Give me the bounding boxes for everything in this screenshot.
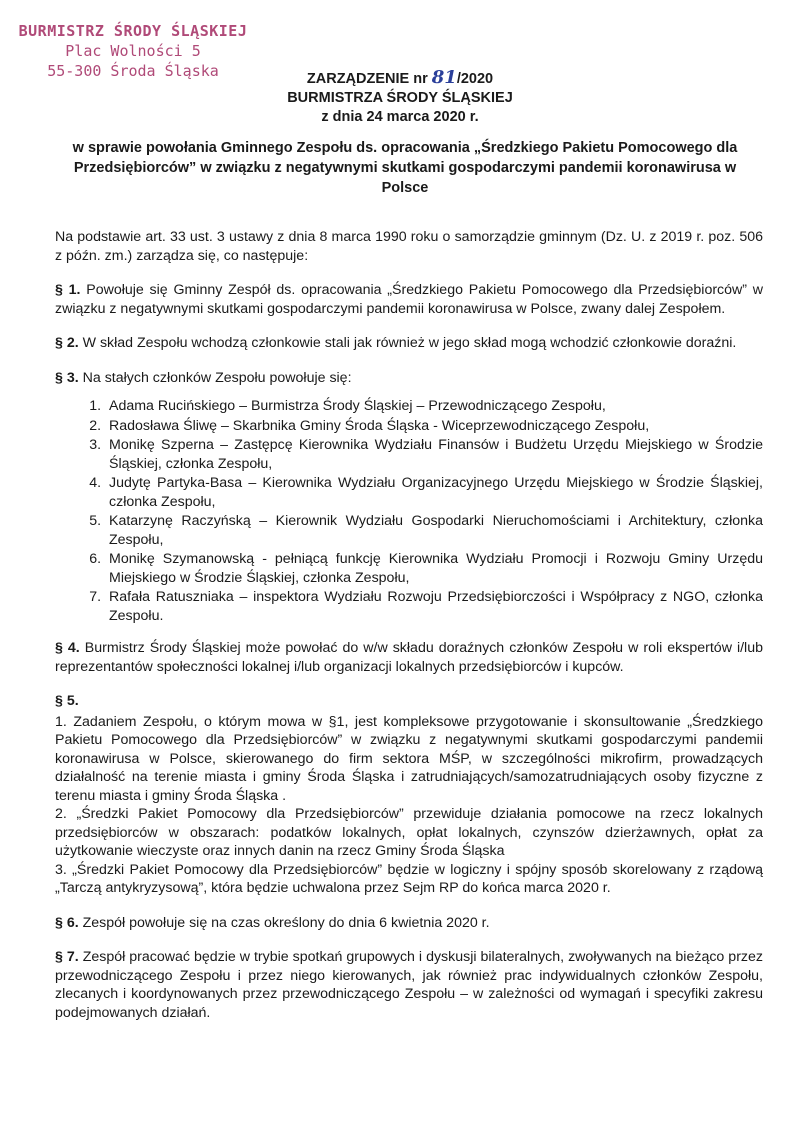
- section-label: § 5.: [55, 693, 79, 709]
- document-date: z dnia 24 marca 2020 r.: [321, 109, 479, 125]
- stamp-line-street: Plac Wolności 5: [65, 42, 201, 60]
- section-text: Powołuje się Gminny Zespół ds. opracowania „Średzkiego Pakietu Pomocowego dla Przedsiębiorców” w związku z negatywnymi skutkami gospodarczymi pandemii koronawirusa w Polsce, zwany dalej Zespołem.: [55, 282, 764, 317]
- list-item: 6. Monikę Szymanowską - pełniącą funkcję Kierownika Wydziału Promocji i Rozwoju Gminy Urzędu Miejskiego w Środzie Śląskiej, członka Zespołu,: [105, 550, 763, 587]
- list-item: 7. Rafała Ratuszniaka – inspektora Wydziału Rozwoju Przedsiębiorczości i Współpracy z NGO, członka Zespołu.: [105, 588, 763, 625]
- section-7: [55, 948, 763, 1022]
- section-point: 1. Zadaniem Zespołu, o którym mowa w §1, jest kompleksowe przygotowanie i skonsultowanie „Średzkiego Pakietu Pomocowego dla Przedsiębiorców” w związku z negatywnymi skutkami gospodarczymi pandemii koronawirusa w Polsce, skierowanego do firm sektora MŚP, w szczególności mikrofirm, prowadzących działalność na terenie miasta i gminy Środa Śląska i zatrudniających/samozatrudniających osoby fizyczne z terenu miasta i gminy Środa Śląska .: [55, 713, 763, 804]
- document-body: [55, 228, 763, 1038]
- section-text: W skład Zespołu wchodzą członkowie stali jak również w jego skład mogą wchodzić członkowie doraźni.: [78, 335, 737, 351]
- section-2: [55, 334, 763, 353]
- issuing-authority: BURMISTRZA ŚRODY ŚLĄSKIEJ: [287, 90, 513, 106]
- section-text: Zespół powołuje się na czas określony do dnia 6 kwietnia 2020 r.: [78, 914, 490, 931]
- document-header: [200, 68, 600, 127]
- stamp-line-city: 55-300 Środa Śląska: [47, 62, 219, 80]
- section-label: § 1.: [55, 282, 81, 298]
- section-4: [55, 639, 763, 676]
- section-1: [55, 281, 763, 318]
- member-list: [55, 397, 763, 625]
- section-label: § 3.: [55, 369, 79, 386]
- section-point: 3. „Średzki Pakiet Pomocowy dla Przedsiębiorców” będzie w logiczny i spójny sposób skorelowany z rządową „Tarczą antykryzysową”, która będzie uchwalona przez Sejm RP do końca marca 2020 r.: [55, 861, 763, 896]
- section-label: § 4.: [55, 640, 80, 656]
- section-point: 2. „Średzki Pakiet Pomocowy dla Przedsiębiorców” przewiduje działania pomocowe na rzecz lokalnych przedsiębiorców w obszarach: podatków lokalnych, opłat lokalnych, czynszów dzierżawnych, opłat za użytkowanie wieczyste oraz innych danin na rzecz Gminy Środa Śląska: [55, 806, 763, 859]
- section-text: Na stałych członków Zespołu powołuje się:: [78, 369, 352, 386]
- list-item: 1. Adama Rucińskiego – Burmistrza Środy Śląskiej – Przewodniczącego Zespołu,: [105, 397, 763, 416]
- stamp-line-title: BURMISTRZ ŚRODY ŚLĄSKIEJ: [18, 22, 248, 40]
- section-text: Zespół pracować będzie w trybie spotkań grupowych i dyskusji bilateralnych, zwoływanych na bieżąco przez przewodniczącego Zespołu i przez niego kierowanych, jak również prac indywidualnych członków Zespołu, zlecanych i koordynowanych przez przewodniczącego Zespołu – w zależności od wymagań i specyfiki zakresu podejmowanych działań.: [55, 949, 763, 1021]
- section-3: [55, 369, 763, 626]
- document-subject: w sprawie powołania Gminnego Zespołu ds. opracowania „Średzkiego Pakietu Pomocowego dla Przedsiębiorców” w związku z negatywnymi skutkami gospodarczymi pandemii koronawirusa w Polsce: [72, 140, 738, 196]
- list-item: 4. Judytę Partyka-Basa – Kierownika Wydziału Organizacyjnego Urzędu Miejskiego w Środzie Śląskiej, członka Zespołu,: [105, 474, 763, 511]
- list-item: 2. Radosława Śliwę – Skarbnika Gminy Środa Śląska - Wiceprzewodniczącego Zespołu,: [105, 417, 763, 436]
- document-title: [200, 68, 600, 89]
- section-label: § 7.: [55, 949, 79, 965]
- title-prefix: ZARZĄDZENIE nr: [306, 71, 432, 87]
- section-text: Burmistrz Środy Śląskiej może powołać do w/w składu doraźnych członków Zespołu w roli ekspertów i/lub reprezentantów społeczności lokalnej i/lub organizacji lokalnych przedsiębiorców i kupców.: [55, 640, 763, 675]
- list-item: 3. Monikę Szperna – Zastępcę Kierownika Wydziału Finansów i Budżetu Urzędu Miejskiego w Środzie Śląskiej, członka Zespołu,: [105, 436, 763, 473]
- section-6: [55, 914, 763, 933]
- section-label: § 2.: [55, 335, 79, 351]
- list-item: 5. Katarzynę Raczyńską – Kierownik Wydziału Gospodarki Nieruchomościami i Architektury, członka Zespołu,: [105, 512, 763, 549]
- section-label: § 6.: [55, 914, 79, 931]
- section-5: [55, 692, 763, 898]
- title-suffix: /2020: [456, 71, 494, 87]
- preamble: Na podstawie art. 33 ust. 3 ustawy z dnia 8 marca 1990 roku o samorządzie gminnym (Dz. U. z 2019 r. poz. 506 z późn. zm.) zarządza się, co następuje:: [55, 229, 763, 264]
- handwritten-number: 81: [431, 67, 457, 88]
